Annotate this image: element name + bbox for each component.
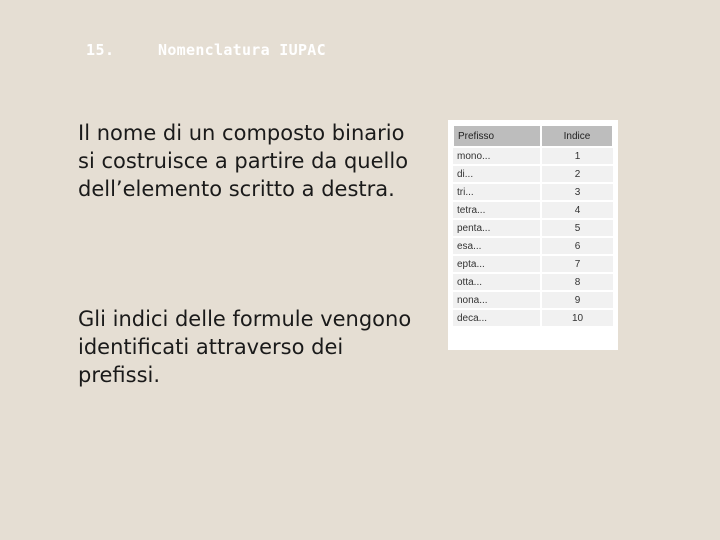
table-row xyxy=(453,147,613,165)
index-cell: 9 xyxy=(541,291,613,309)
prefix-cell: di... xyxy=(453,165,541,183)
index-cell: 10 xyxy=(541,309,613,327)
index-cell: 6 xyxy=(541,237,613,255)
column-header-prefix: Prefisso xyxy=(453,125,541,147)
index-cell: 8 xyxy=(541,273,613,291)
prefix-cell: epta... xyxy=(453,255,541,273)
prefix-cell: otta... xyxy=(453,273,541,291)
table-row xyxy=(453,255,613,273)
index-cell: 5 xyxy=(541,219,613,237)
prefix-cell: esa... xyxy=(453,237,541,255)
table-row xyxy=(453,309,613,327)
table-row xyxy=(453,183,613,201)
table-row xyxy=(453,291,613,309)
table-header-row xyxy=(453,125,613,147)
index-cell: 3 xyxy=(541,183,613,201)
prefix-cell: tri... xyxy=(453,183,541,201)
table-row xyxy=(453,219,613,237)
column-header-index: Indice xyxy=(541,125,613,147)
slide-title: Nomenclatura IUPAC xyxy=(158,41,326,59)
index-cell: 7 xyxy=(541,255,613,273)
body-paragraph-prefixes: Gli indici delle formule vengono identificati attraverso dei prefissi. xyxy=(78,307,412,387)
prefix-cell: nona... xyxy=(453,291,541,309)
index-cell: 4 xyxy=(541,201,613,219)
table-row xyxy=(453,165,613,183)
table-row xyxy=(453,201,613,219)
table-row xyxy=(453,273,613,291)
prefix-cell: mono... xyxy=(453,147,541,165)
prefix-cell: deca... xyxy=(453,309,541,327)
table-row xyxy=(453,237,613,255)
prefix-cell: tetra... xyxy=(453,201,541,219)
prefix-table xyxy=(452,124,614,328)
index-cell: 2 xyxy=(541,165,613,183)
prefix-table-container xyxy=(448,120,618,350)
body-paragraph-binary-compound: Il nome di un composto binario si costruisce a partire da quello dell’elemento scritto a destra. xyxy=(78,121,409,201)
slide-number: 15. xyxy=(86,41,115,59)
prefix-cell: penta... xyxy=(453,219,541,237)
index-cell: 1 xyxy=(541,147,613,165)
